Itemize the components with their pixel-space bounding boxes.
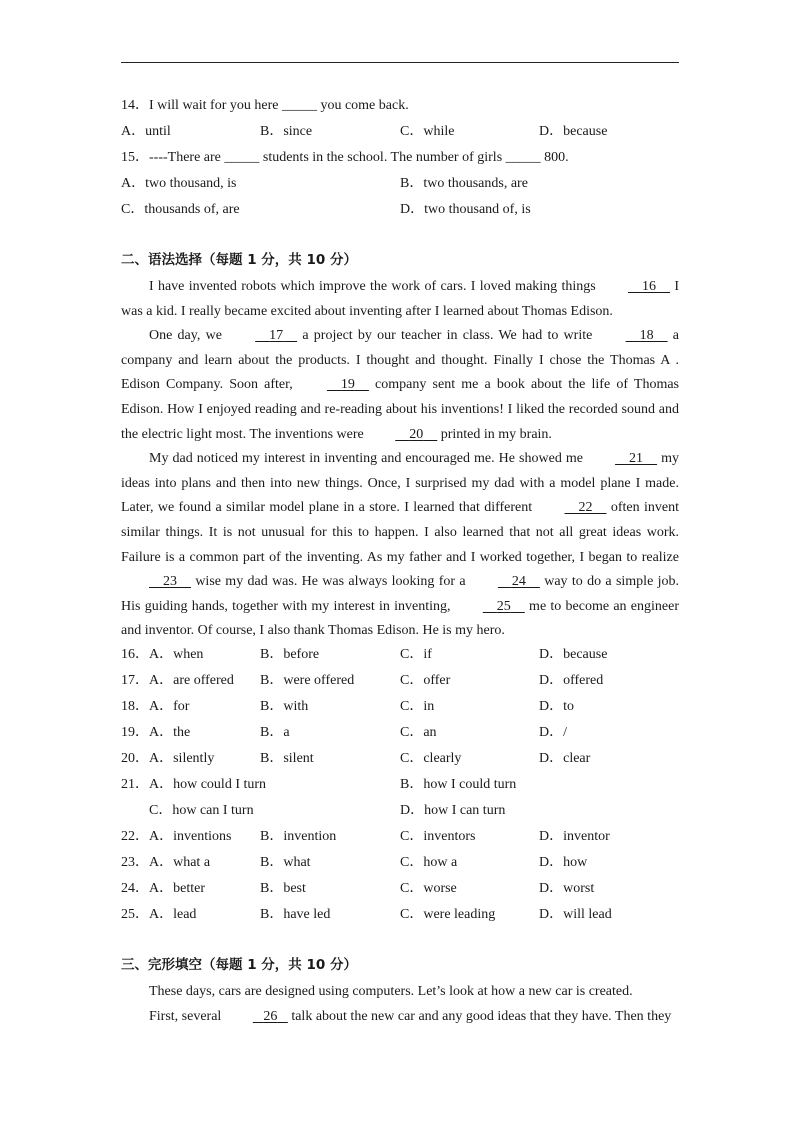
question-23-options [121, 852, 679, 878]
blank-19 [299, 373, 369, 398]
cloze-paragraph-1: These days, cars are designed using computers. Let’s look at how a new car is created. [149, 983, 633, 999]
blank-number: 16 [642, 279, 657, 294]
option-20-c[interactable]: C．clearly [400, 750, 462, 766]
exam-content [121, 95, 679, 1029]
option-16-a[interactable]: 16．A．when [121, 646, 204, 662]
option-22-c[interactable]: C．inventors [400, 828, 476, 844]
section-3-heading: 三、完形填空（每题 1 分，共 10 分） [121, 956, 357, 973]
option-18-d[interactable]: D．to [539, 698, 574, 714]
passage-text: my ideas into plans and then into new things. Once, I surprised my dad with a model plane I made. Later, we found a similar model plane in a store. I learned that different [121, 451, 679, 516]
blank-number: 19 [340, 377, 355, 393]
cloze-paragraph-2 [121, 1005, 679, 1030]
passage-text: I was a kid. I really became excited about inventing after I learned about Thomas Edison. [121, 279, 679, 319]
option-19-b[interactable]: B．a [260, 724, 290, 740]
option-19-c[interactable]: C．an [400, 724, 437, 740]
option-25-a[interactable]: 25．A．lead [121, 906, 197, 922]
blank-number: 18 [639, 328, 654, 344]
passage-text: One day, we [149, 328, 228, 344]
option-16-c[interactable]: C．if [400, 646, 432, 662]
option-25-d[interactable]: D．will lead [539, 906, 612, 922]
blank-number: 24 [511, 574, 526, 590]
blank-number: 20 [409, 426, 424, 442]
option-18-a[interactable]: 18．A．for [121, 698, 190, 714]
option-15-b[interactable]: B．two thousands, are [400, 176, 528, 191]
blank-18 [598, 324, 668, 349]
option-19-a[interactable]: 19．A．the [121, 724, 191, 740]
option-14-c[interactable]: C．while [400, 124, 455, 139]
option-17-d[interactable]: D．offered [539, 672, 604, 688]
question-20-options [121, 748, 679, 774]
question-15-options-row1 [121, 173, 679, 199]
question-17-options [121, 670, 679, 696]
passage-text: a company and learn about the products. I thought and thought. Finally I chose the Thomas A . Edison Company. Soon after, [121, 328, 680, 393]
option-22-b[interactable]: B．invention [260, 828, 337, 844]
passage-text: me to become an engineer and inventor. Of course, I also thank Thomas Edison. He is my hero. [121, 598, 679, 639]
option-23-a[interactable]: 23．A．what a [121, 854, 211, 870]
option-18-c[interactable]: C．in [400, 698, 435, 714]
question-14-stem: 14．I will wait for you here _____ you come back. [121, 98, 409, 113]
option-21-c[interactable]: C．how can I turn [149, 802, 254, 818]
option-24-a[interactable]: 24．A．better [121, 880, 205, 896]
question-19-options [121, 722, 679, 748]
option-23-b[interactable]: B．what [260, 854, 311, 870]
option-22-a[interactable]: 22．A．inventions [121, 828, 232, 844]
question-15-options-row2 [121, 199, 679, 225]
option-14-b[interactable]: B．since [260, 124, 313, 139]
header-rule [121, 62, 679, 63]
passage-paragraph-3 [121, 447, 679, 644]
passage-text: First, several [149, 1008, 225, 1024]
option-16-d[interactable]: D．because [539, 646, 608, 662]
passage-text: company sent me a book about the life of Thomas Edison. How I enjoyed reading and re-reading about his inventions! I liked the recorded sound and the electric light most. The inventions were [121, 377, 679, 442]
passage-paragraph-2 [121, 324, 679, 447]
passage-text: a project by our teacher in class. We had to write [297, 328, 598, 344]
option-21-d[interactable]: D．how I can turn [400, 802, 506, 818]
option-24-b[interactable]: B．best [260, 880, 306, 896]
option-24-d[interactable]: D．worst [539, 880, 595, 896]
question-21-options-row1 [121, 774, 679, 800]
blank-number: 21 [629, 451, 644, 467]
option-21-b[interactable]: B．how I could turn [400, 776, 517, 792]
question-18-options [121, 696, 679, 722]
passage-text: wise my dad was. He was always looking for a [191, 574, 470, 590]
blank-number: 26 [263, 1008, 278, 1024]
blank-16 [600, 275, 670, 300]
option-17-a[interactable]: 17．A．are offered [121, 672, 234, 688]
passage-text: talk about the new car and any good ideas that they have. Then they [287, 1008, 672, 1024]
option-22-d[interactable]: D．inventor [539, 828, 610, 844]
blank-21 [587, 447, 657, 472]
question-22-options [121, 826, 679, 852]
option-25-c[interactable]: C．were leading [400, 906, 496, 922]
question-25-options [121, 904, 679, 930]
question-21-options-row2 [121, 800, 679, 826]
passage-text: My dad noticed my interest in inventing and encouraged me. He showed me [149, 451, 588, 467]
section-2-heading: 二、语法选择（每题 1 分，共 10 分） [121, 252, 357, 268]
blank-number: 23 [163, 574, 177, 590]
passage-paragraph-1 [121, 275, 679, 324]
passage-text: I have invented robots which improve the work of cars. I loved making things [149, 279, 601, 294]
option-21-a[interactable]: 21．A．how could I turn [121, 776, 267, 792]
question-15-stem: 15．----There are _____ students in the school. The number of girls _____ 800. [121, 150, 569, 165]
option-20-d[interactable]: D．clear [539, 750, 591, 766]
option-23-c[interactable]: C．how a [400, 854, 458, 870]
blank-23 [121, 570, 191, 595]
option-14-a[interactable]: A．until [121, 124, 171, 139]
question-14-options [121, 121, 679, 147]
option-15-a[interactable]: A．two thousand, is [121, 176, 237, 191]
option-18-b[interactable]: B．with [260, 698, 309, 714]
question-24-options [121, 878, 679, 904]
option-23-d[interactable]: D．how [539, 854, 588, 870]
option-14-d[interactable]: D．because [539, 124, 608, 139]
blank-17 [227, 324, 297, 349]
option-17-b[interactable]: B．were offered [260, 672, 355, 688]
blank-20 [367, 423, 437, 448]
blank-24 [470, 570, 540, 595]
blank-26 [225, 1005, 288, 1030]
blank-number: 25 [496, 598, 511, 614]
blank-number: 17 [269, 328, 284, 344]
passage-text: printed in my brain. [437, 426, 552, 442]
option-15-c[interactable]: C．thousands of, are [121, 202, 240, 217]
option-20-b[interactable]: B．silent [260, 750, 314, 766]
option-19-d[interactable]: D．/ [539, 724, 567, 740]
blank-25 [455, 595, 525, 620]
question-16-options [121, 644, 679, 670]
blank-22 [537, 496, 607, 521]
blank-number: 22 [578, 500, 593, 516]
option-15-d[interactable]: D．two thousand of, is [400, 202, 531, 217]
option-16-b[interactable]: B．before [260, 646, 320, 662]
option-17-c[interactable]: C．offer [400, 672, 451, 688]
passage-text: often invent similar things. It is not unusual for this to happen. I also learned that not all great ideas work. Failure is a common part of the inventing. As my father and I worked together, I began to realize [121, 500, 679, 565]
passage-text: way to do a simple job. His guiding hands, together with my interest in inventing, [121, 574, 680, 614]
option-25-b[interactable]: B．have led [260, 906, 331, 922]
option-20-a[interactable]: 20．A．silently [121, 750, 215, 766]
option-24-c[interactable]: C．worse [400, 880, 457, 896]
